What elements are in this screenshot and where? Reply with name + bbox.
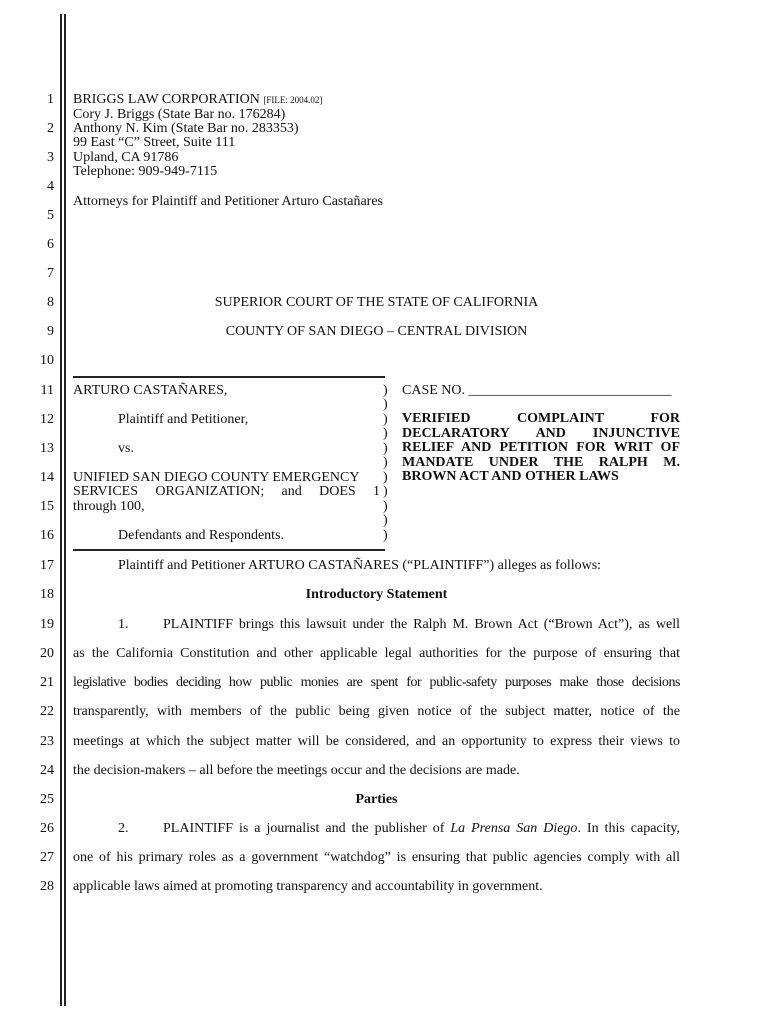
paragraph-1-line: transparently, with members of the public being given notice of the subject matter, notice of the [73,704,680,719]
court-county: COUNTY OF SAN DIEGO – CENTRAL DIVISION [225,324,528,339]
case-number: CASE NO. _____________________________ [402,383,672,398]
attorney-2: Anthony N. Kim (State Bar no. 283353) [73,121,299,136]
line-number: 13 [40,441,54,456]
paragraph-2-text: . In this capacity, [577,821,680,836]
paragraph-2-text: PLAINTIFF is a journalist and the publisher of [163,821,451,836]
complaint-title-line: RELIEF AND PETITION FOR WRIT OF [402,440,680,455]
attorneys-for: Attorneys for Plaintiff and Petitioner Arturo Castañares [73,194,384,209]
complaint-title-line: DECLARATORY AND INJUNCTIVE [402,425,680,441]
paragraph-1-number: 1. [118,617,129,632]
paragraph-2-number: 2. [118,821,129,836]
line-number: 18 [40,587,54,602]
line-number: 26 [40,821,54,836]
heading-parties: Parties [355,792,398,807]
heading-introductory-statement: Introductory Statement [305,587,448,602]
defendant-line-3: through 100, [73,499,145,514]
line-number: 15 [40,499,54,514]
line-number: 16 [40,528,54,543]
defendant-role: Defendants and Respondents. [118,528,285,543]
street-address: 99 East “C” Street, Suite 111 [73,135,236,150]
paragraph-1-line: meetings at which the subject matter will be considered, and an opportunity to express their views to [73,734,680,749]
file-reference: [FILE: 2004.02] [263,95,323,105]
line-number: 6 [47,237,54,252]
publication-name: La Prensa San Diego [450,821,578,836]
line-number: 12 [40,412,54,427]
defendant-line-2: SERVICES ORGANIZATION; and DOES 1 [73,484,380,499]
line-number: 14 [40,470,54,485]
left-margin-rule-inner [64,14,66,1006]
complaint-title-line: VERIFIED COMPLAINT FOR [402,411,680,426]
line-number: 19 [40,617,54,632]
line-number: 9 [47,324,54,339]
line-number: 2 [47,121,54,136]
city-address: Upland, CA 91786 [73,150,179,165]
line-number: 11 [40,383,54,398]
line-number: 20 [40,646,54,661]
line-number: 17 [40,558,54,573]
line-number: 5 [47,208,54,223]
left-margin-rule-outer [60,14,62,1006]
complaint-title-line: BROWN ACT AND OTHER LAWS [402,469,619,484]
line-number: 3 [47,150,54,165]
paragraph-1-line: legislative bodies deciding how public monies are spent for public-safety purposes make those decisions [73,675,680,690]
line-number: 7 [47,266,54,281]
complaint-title [402,412,680,485]
paragraph-2-line: one of his primary roles as a government “watchdog” is ensuring that public agencies comply with all [73,850,680,865]
versus: vs. [118,441,134,456]
complaint-title-line: MANDATE UNDER THE RALPH M. [402,454,680,470]
paragraph-2-line [163,821,680,836]
line-number: 23 [40,734,54,749]
line-number: 25 [40,792,54,807]
intro-sentence: Plaintiff and Petitioner ARTURO CASTAÑARES (“PLAINTIFF”) alleges as follows: [118,558,602,573]
line-number: 22 [40,704,54,719]
plaintiff-role: Plaintiff and Petitioner, [118,412,249,427]
caption-top-rule [73,376,385,378]
line-number: 24 [40,763,54,778]
paragraph-1-line: the decision-makers – all before the meetings occur and the decisions are made. [73,763,520,778]
paragraph-2-line: applicable laws aimed at promoting transparency and accountability in government. [73,879,543,894]
telephone: Telephone: 909-949-7115 [73,164,218,179]
paragraph-1-line: PLAINTIFF brings this lawsuit under the Ralph M. Brown Act (“Brown Act”), as well [163,617,680,632]
line-number: 1 [47,92,54,107]
paragraph-1-line: as the California Constitution and other applicable legal authorities for the purpose of ensuring that [73,646,680,661]
line-number: 21 [40,675,54,690]
court-name: SUPERIOR COURT OF THE STATE OF CALIFORNIA [214,295,539,310]
line-number: 28 [40,879,54,894]
firm-name [73,92,322,108]
plaintiff-name: ARTURO CASTAÑARES, [73,383,228,398]
firm-name-text: BRIGGS LAW CORPORATION [73,92,260,107]
attorney-1: Cory J. Briggs (State Bar no. 176284) [73,107,286,122]
line-number: 10 [40,353,54,368]
line-number: 8 [47,295,54,310]
caption-bottom-rule [73,549,385,551]
line-number: 27 [40,850,54,865]
defendant-line-1: UNIFIED SAN DIEGO COUNTY EMERGENCY [73,470,360,485]
line-number: 4 [47,179,54,194]
